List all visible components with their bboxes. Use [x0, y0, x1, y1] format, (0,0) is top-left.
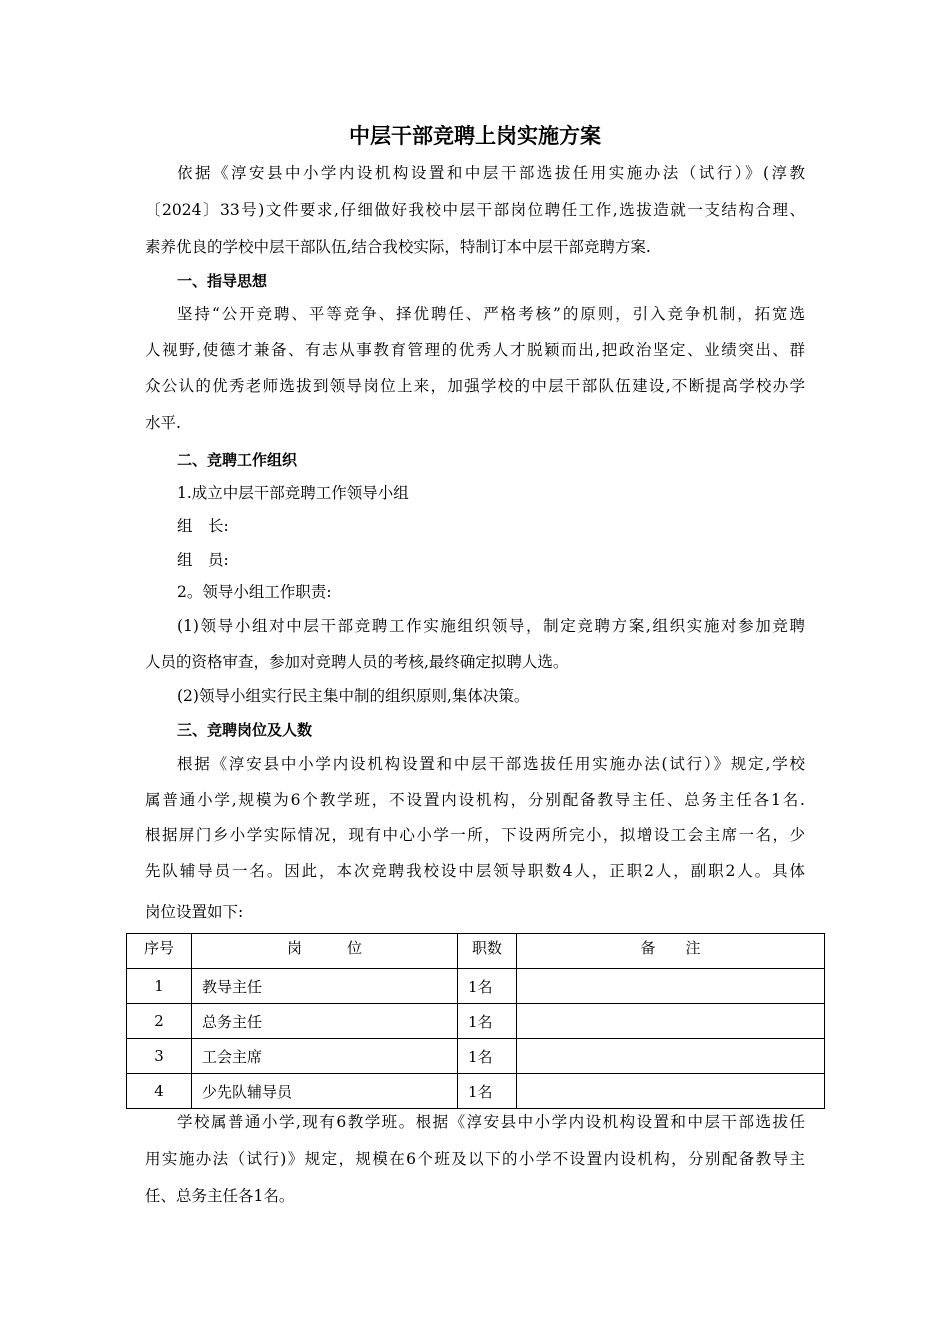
- paragraph-line: (1)领导小组对中层干部竞聘工作实施组织领导，制定竞聘方案,组织实施对参加竞聘: [177, 617, 805, 635]
- paragraph-line: (2)领导小组实行民主集中制的组织原则,集体决策。: [177, 687, 530, 705]
- cell-count: 1名: [458, 1074, 517, 1109]
- header-index: 序号: [127, 934, 192, 969]
- table-header-row: [127, 934, 825, 969]
- cell-position: 教导主任: [192, 969, 458, 1004]
- paragraph-line: 属普通小学,规模为6个教学班，不设置内设机构，分别配备教导主任、总务主任各1名.: [145, 791, 805, 809]
- cell-count: 1名: [458, 1004, 517, 1039]
- section-heading: 三、竞聘岗位及人数: [177, 721, 313, 739]
- paragraph-line: 〔2024〕33号)文件要求,仔细做好我校中层干部岗位聘任工作,选拔造就一支结构合理、: [145, 201, 805, 219]
- cell-remarks: [517, 1039, 825, 1074]
- cell-count: 1名: [458, 1039, 517, 1074]
- paragraph-line: 水平.: [145, 414, 181, 432]
- paragraph-line: 人员的资格审查，参加对竞聘人员的考核,最终确定拟聘人选。: [145, 653, 569, 671]
- paragraph-line: 先队辅导员一名。因此，本次竞聘我校设中层领导职数4人，正职2人，副职2人。具体: [145, 862, 805, 880]
- cell-position: 少先队辅导员: [192, 1074, 458, 1109]
- paragraph-line: 根据《淳安县中小学内设机构设置和中层干部选拔任用实施办法(试行）》规定,学校: [177, 755, 805, 773]
- paragraph-line: 组 长:: [177, 517, 229, 535]
- cell-position: 工会主席: [192, 1039, 458, 1074]
- cell-remarks: [517, 969, 825, 1004]
- cell-index: 4: [127, 1074, 192, 1109]
- paragraph-line: 学校属普通小学,现有6教学班。根据《淳安县中小学内设机构设置和中层干部选拔任: [177, 1113, 805, 1131]
- paragraph-line: 素养优良的学校中层干部队伍,结合我校实际，特制订本中层干部竞聘方案.: [145, 238, 651, 256]
- paragraph-line: 2。领导小组工作职责:: [177, 583, 332, 601]
- paragraph-line: 人视野,使德才兼备、有志从事教育管理的优秀人才脱颖而出,把政治坚定、业绩突出、群: [145, 341, 805, 359]
- paragraph-line: 根据屏门乡小学实际情况，现有中心小学一所，下设两所完小，拟增设工会主席一名，少: [145, 826, 805, 844]
- paragraph-line: 1.成立中层干部竞聘工作领导小组: [177, 484, 409, 502]
- cell-position: 总务主任: [192, 1004, 458, 1039]
- header-count: 职数: [458, 934, 517, 969]
- header-remarks: 备 注: [517, 934, 825, 969]
- positions-table: [126, 933, 825, 1109]
- cell-index: 2: [127, 1004, 192, 1039]
- paragraph-line: 岗位设置如下:: [145, 903, 244, 921]
- section-heading: 一、指导思想: [177, 272, 268, 290]
- paragraph-line: 任、总务主任各1名。: [145, 1187, 295, 1205]
- paragraph-line: 众公认的优秀老师选拔到领导岗位上来，加强学校的中层干部队伍建设,不断提高学校办学: [145, 377, 805, 395]
- paragraph-line: 组 员:: [177, 551, 229, 569]
- cell-count: 1名: [458, 969, 517, 1004]
- cell-index: 1: [127, 969, 192, 1004]
- cell-remarks: [517, 1004, 825, 1039]
- paragraph-line: 坚持“公开竞聘、平等竞争、择优聘任、严格考核”的原则，引入竞争机制，拓宽选: [177, 305, 805, 323]
- cell-index: 3: [127, 1039, 192, 1074]
- paragraph-line: 依据《淳安县中小学内设机构设置和中层干部选拔任用实施办法（试行）》(淳教: [177, 164, 805, 182]
- table-row: [127, 969, 825, 1004]
- cell-remarks: [517, 1074, 825, 1109]
- document-title: 中层干部竞聘上岗实施方案: [349, 124, 601, 148]
- table-row: [127, 1074, 825, 1109]
- table-row: [127, 1039, 825, 1074]
- section-heading: 二、竞聘工作组织: [177, 451, 298, 469]
- paragraph-line: 用实施办法（试行)》规定，规模在6个班及以下的小学不设置内设机构，分别配备教导主: [145, 1150, 805, 1168]
- table-row: [127, 1004, 825, 1039]
- header-position: 岗 位: [192, 934, 458, 969]
